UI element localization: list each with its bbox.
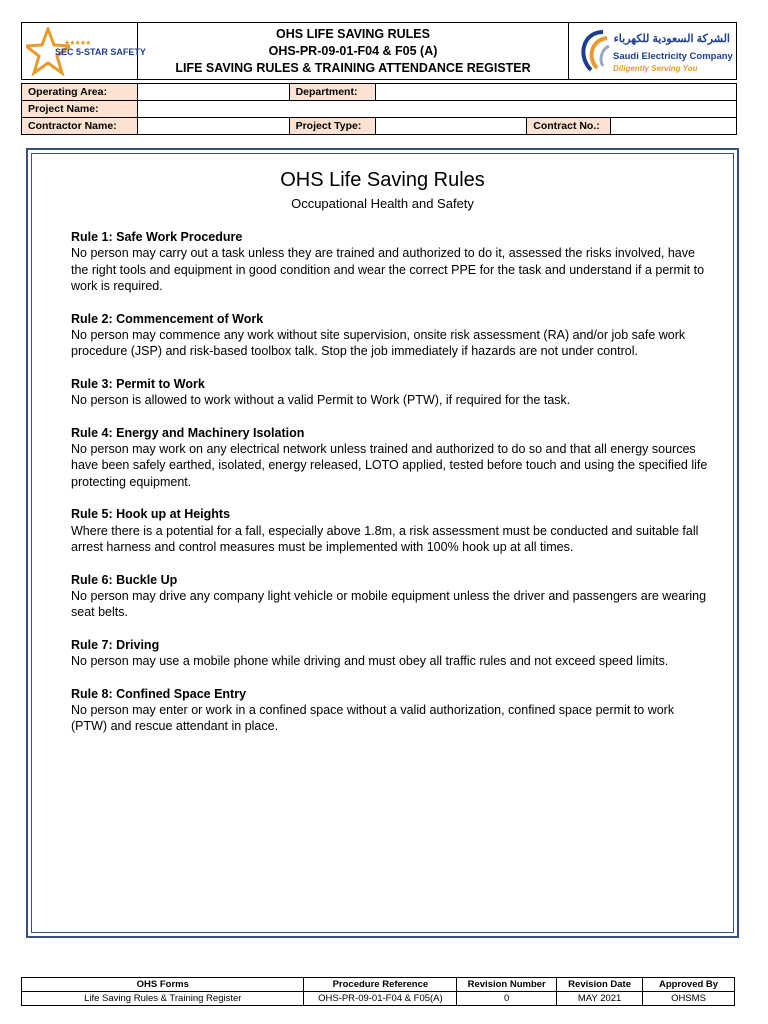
header-line-2: OHS-PR-09-01-F04 & F05 (A) [268,43,438,58]
header-line-3: LIFE SAVING RULES & TRAINING ATTENDANCE REGISTER [175,60,531,75]
footer-value-revision-date: MAY 2021 [557,992,643,1006]
rules-panel-inner [31,153,734,933]
rule-title: Rule 2: Commencement of Work [71,311,264,326]
rule-title: Rule 5: Hook up at Heights [71,507,231,522]
rating-stars: ★★★★★ [64,40,91,47]
footer-value-forms: Life Saving Rules & Training Register [22,992,304,1006]
footer-value-approved-by: OHSMS [643,992,735,1006]
contractor-name-label: Contractor Name: [22,118,138,135]
footer-header-revision-number: Revision Number [457,978,557,992]
operating-area-label: Operating Area: [22,84,138,101]
sec-5-star-safety-logo [22,23,146,79]
rule-body: No person is allowed to work without a valid Permit to Work (PTW), if required for the task. [71,393,571,408]
rule-title: Rule 6: Buckle Up [71,572,178,587]
rules-list [71,229,711,751]
header-title-block [138,23,568,79]
rule-body: Where there is a potential for a fall, especially above 1.8m, a risk assessment must be conducted and suitable fall arrest harness and control measures must be implemented with 100% hook up at all times. [71,523,699,555]
document-title: OHS Life Saving Rules [280,169,485,191]
company-name-english: Saudi Electricity Company [613,51,733,62]
rule-body: No person may drive any company light vehicle or mobile equipment unless the driver and passengers are wearing seat belts. [71,588,707,620]
rule-title: Rule 8: Confined Space Entry [71,686,247,701]
rule-item [71,572,711,621]
rule-body: No person may carry out a task unless they are trained and authorized to do it, assessed the risks involved, have the right tools and equipment in good condition and wear the correct PPE for the task and understand if a permit to work is required. [71,246,705,294]
sec-logo-icon [573,26,613,76]
rule-title: Rule 4: Energy and Machinery Isolation [71,425,305,440]
rule-item [71,686,711,735]
rule-title: Rule 3: Permit to Work [71,376,205,391]
footer-header-forms: OHS Forms [22,978,304,992]
rule-item [71,637,711,670]
contract-no-field[interactable] [611,118,737,135]
department-label: Department: [289,84,375,101]
company-name-arabic: الشركة السعودية للكهرباء [613,33,730,45]
department-field[interactable] [375,84,736,101]
project-name-field[interactable] [137,101,736,118]
footer-header-procedure: Procedure Reference [304,978,457,992]
contractor-name-field[interactable] [137,118,289,135]
rule-body: No person may use a mobile phone while driving and must obey all traffic rules and not exceed speed limits. [71,654,669,669]
project-type-field[interactable] [375,118,527,135]
rule-item [71,376,711,409]
company-tagline: Diligently Serving You [613,64,698,73]
rule-item [71,311,711,360]
saudi-electricity-logo [568,23,736,79]
rule-title: Rule 1: Safe Work Procedure [71,230,243,244]
footer-value-revision-number: 0 [457,992,557,1006]
rule-item [71,229,711,295]
contract-no-label: Contract No.: [527,118,611,135]
rules-panel [26,148,739,938]
project-type-label: Project Type: [289,118,375,135]
rule-body: No person may work on any electrical network unless trained and authorized to do so and that all energy sources have been safely earthed, isolated, energy released, LOTO applied, tested before touch and using the specified life protecting equipment. [71,442,708,489]
footer-value-procedure: OHS-PR-09-01-F04 & F05(A) [304,992,457,1006]
logo-text: SEC 5-STAR SAFETY [55,47,146,57]
project-info-table [21,83,737,135]
footer-header-approved-by: Approved By [643,978,735,992]
header-line-1: OHS LIFE SAVING RULES [276,26,430,41]
rule-item [71,506,711,555]
rule-body: No person may commence any work without site supervision, onsite risk assessment (RA) and/or job safe work procedure (JSP) and risk-based toolbox talk. Stop the job immediately if hazards are not under control. [71,328,686,359]
document-subtitle: Occupational Health and Safety [291,196,474,211]
rule-body: No person may enter or work in a confined space without a valid authorization, confined space permit to work (PTW) and rescue attendant in place. [71,702,675,734]
document-header [21,22,737,80]
project-name-label: Project Name: [22,101,138,118]
rule-item [71,425,711,491]
operating-area-field[interactable] [137,84,289,101]
document-footer-table [21,977,735,1006]
rule-title: Rule 7: Driving [71,637,160,652]
footer-header-revision-date: Revision Date [557,978,643,992]
